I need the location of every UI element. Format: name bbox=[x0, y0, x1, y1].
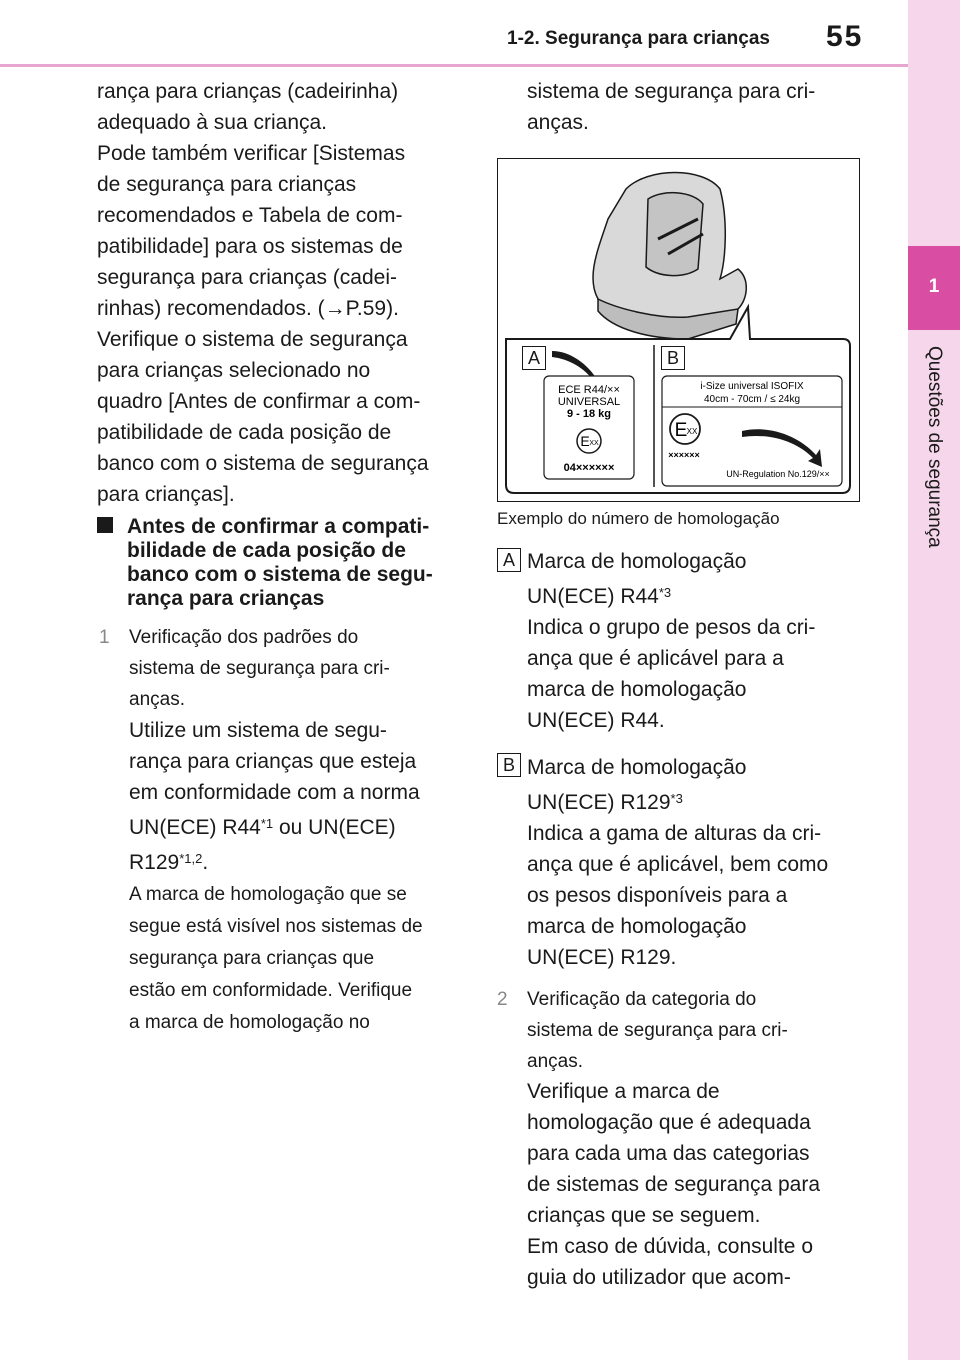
footnote-mark: *3 bbox=[658, 585, 672, 600]
text-line: patibilidade de cada posição de bbox=[97, 421, 392, 444]
label-a-code: 04×××××× bbox=[563, 462, 615, 474]
label-b-line2: 40cm - 70cm / ≤ 24kg bbox=[703, 394, 801, 405]
e-mark-a-letter: E bbox=[580, 433, 590, 449]
text-line: estão em conformidade. Verifique bbox=[129, 980, 413, 1001]
label-a-line2: UNIVERSAL bbox=[557, 396, 621, 408]
text-line: Em caso de dúvida, consulte o bbox=[527, 1235, 814, 1258]
text-line: patibilidade] para os sistemas de bbox=[97, 235, 403, 258]
text-line: UN(ECE) R129. bbox=[527, 946, 677, 969]
step-2-title bbox=[527, 984, 857, 1077]
footnote-mark: *3 bbox=[670, 791, 683, 806]
standard-reference-line bbox=[129, 812, 469, 843]
figure-label-b: B bbox=[661, 346, 685, 370]
text-line: de segurança para crianças bbox=[97, 173, 357, 196]
ref-connector: ou UN(ECE) bbox=[273, 816, 396, 839]
chapter-number: 1 bbox=[928, 276, 940, 297]
left-paragraph-1 bbox=[97, 76, 467, 510]
text-line: anças. bbox=[129, 689, 185, 710]
step-1-title bbox=[129, 622, 469, 715]
text-line: os pesos disponíveis para a bbox=[527, 884, 788, 907]
step-2-body bbox=[527, 1076, 857, 1293]
text-line: Verificação da categoria do bbox=[527, 989, 757, 1010]
text-line: para crianças selecionado no bbox=[97, 359, 371, 382]
standard-reference-line bbox=[129, 847, 469, 878]
text-line: adequado à sua criança. bbox=[97, 111, 328, 134]
text-line: sistema de segurança para cri- bbox=[527, 80, 816, 103]
text-line: banco com o sistema de segurança bbox=[97, 452, 429, 475]
e-mark-a-sub: XX bbox=[589, 440, 599, 447]
item-a bbox=[527, 546, 857, 736]
chapter-label: Questões de segurança bbox=[924, 346, 945, 548]
text-line: ança que é aplicável, bem como bbox=[527, 853, 829, 876]
text-line: sistema de segurança para cri- bbox=[129, 658, 390, 679]
text-line: ança que é aplicável para a bbox=[527, 647, 784, 670]
footnote-mark: *1 bbox=[260, 816, 274, 831]
item-b-label: B bbox=[497, 753, 521, 777]
item-a-ref-line bbox=[527, 581, 857, 612]
text-line: rança para crianças (cadeirinha) bbox=[97, 80, 399, 103]
text-line: Verifique a marca de bbox=[527, 1080, 720, 1103]
text-line: Verificação dos padrões do bbox=[129, 627, 359, 648]
text-line: a marca de homologação no bbox=[129, 1012, 370, 1033]
text-line: guia do utilizador que acom- bbox=[527, 1266, 791, 1289]
text-line: rança para crianças que esteja bbox=[129, 750, 417, 773]
text-line: UN(ECE) R44. bbox=[527, 709, 665, 732]
heading-line: rança para crianças bbox=[127, 587, 325, 610]
text-line: Verifique o sistema de segurança bbox=[97, 328, 408, 351]
item-b-ref: UN(ECE) R129 bbox=[527, 791, 671, 814]
text-line: para cada uma das categorias bbox=[527, 1142, 810, 1165]
text-line: marca de homologação bbox=[527, 678, 747, 701]
text-line: de sistemas de segurança para bbox=[527, 1173, 821, 1196]
step-1-note bbox=[129, 879, 469, 1039]
section-heading bbox=[127, 515, 467, 611]
label-a-line1: ECE R44/×× bbox=[558, 384, 620, 396]
header-rule bbox=[0, 64, 908, 67]
ref-end: . bbox=[202, 851, 209, 874]
item-a-title: Marca de homologação bbox=[527, 550, 747, 573]
footnote-mark: *1,2 bbox=[179, 851, 203, 866]
heading-bullet-icon bbox=[97, 517, 113, 533]
text-line: quadro [Antes de confirmar a com- bbox=[97, 390, 421, 413]
label-b-regulation: UN-Regulation No.129/×× bbox=[726, 469, 830, 479]
text-line: Pode também verificar [Sistemas bbox=[97, 142, 406, 165]
text-line: segue está visível nos sistemas de bbox=[129, 916, 423, 937]
step-2-number: 2 bbox=[497, 989, 508, 1010]
text-line: Utilize um sistema de segu- bbox=[129, 719, 387, 742]
text-line: sistema de segurança para cri- bbox=[527, 1020, 788, 1041]
e-mark-b-sub: XX bbox=[686, 427, 698, 436]
text-line: homologação que é adequada bbox=[527, 1111, 811, 1134]
item-a-label: A bbox=[497, 548, 521, 572]
text-line: anças. bbox=[527, 1051, 583, 1072]
label-b-line1: i-Size universal ISOFIX bbox=[700, 381, 804, 392]
text-line: Indica o grupo de pesos da cri- bbox=[527, 616, 816, 639]
figure-label-a: A bbox=[522, 346, 546, 370]
right-top-text bbox=[527, 76, 857, 138]
figure-caption: Exemplo do número de homologação bbox=[497, 509, 780, 528]
text-line: Indica a gama de alturas da cri- bbox=[527, 822, 822, 845]
item-b-title: Marca de homologação bbox=[527, 756, 747, 779]
text-line: segurança para crianças (cadei- bbox=[97, 266, 397, 289]
heading-line: banco com o sistema de segu- bbox=[127, 563, 433, 586]
text-line: para crianças]. bbox=[97, 483, 235, 506]
step-1-body bbox=[129, 715, 469, 878]
homologation-figure bbox=[497, 158, 860, 502]
text-line: recomendados e Tabela de com- bbox=[97, 204, 403, 227]
heading-line: bilidade de cada posição de bbox=[127, 539, 406, 562]
text-line: em conformidade com a norma bbox=[129, 781, 420, 804]
text-line: crianças que se seguem. bbox=[527, 1204, 761, 1227]
label-a-line3: 9 - 18 kg bbox=[566, 408, 612, 420]
text-line[interactable]: rinhas) recomendados. (→P.59). bbox=[97, 297, 399, 320]
text-line: segurança para crianças que bbox=[129, 948, 375, 969]
text-line: A marca de homologação que se bbox=[129, 884, 407, 905]
item-a-ref: UN(ECE) R44 bbox=[527, 585, 659, 608]
text-line: marca de homologação bbox=[527, 915, 747, 938]
step-1-number: 1 bbox=[99, 627, 110, 648]
section-title: 1-2. Segurança para crianças bbox=[507, 28, 770, 49]
page-number: 55 bbox=[826, 20, 864, 53]
child-seat-illustration bbox=[498, 159, 859, 501]
item-b bbox=[527, 752, 857, 973]
e-mark-b-letter: E bbox=[674, 420, 688, 441]
text-line: anças. bbox=[527, 111, 589, 134]
heading-line: Antes de confirmar a compati- bbox=[127, 515, 430, 538]
ref-r129: R129 bbox=[129, 851, 180, 874]
ref-r44: UN(ECE) R44 bbox=[129, 816, 261, 839]
child-seat-icon bbox=[593, 173, 746, 340]
item-b-ref-line bbox=[527, 787, 857, 818]
label-b-code: ×××××× bbox=[668, 450, 700, 460]
